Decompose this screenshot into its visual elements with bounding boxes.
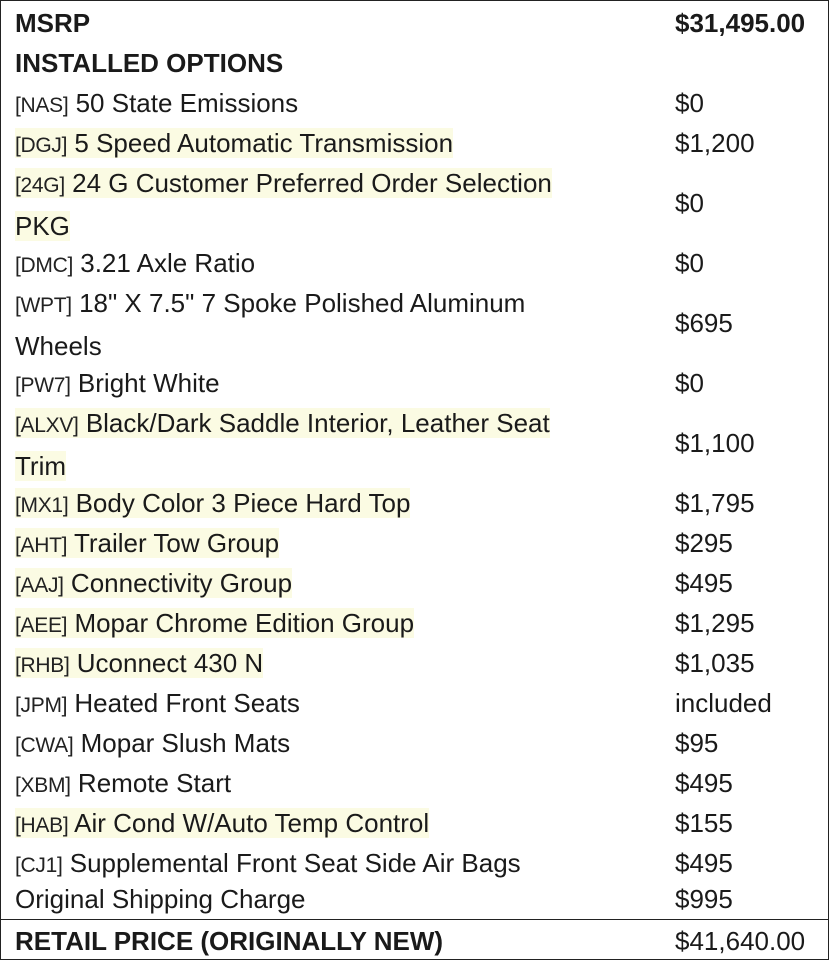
option-code: [CWA] bbox=[15, 734, 74, 757]
option-price: $155 bbox=[675, 808, 733, 838]
option-line bbox=[15, 608, 414, 638]
option-price: $0 bbox=[675, 88, 704, 118]
option-code: [NAS] bbox=[15, 94, 69, 117]
option-row bbox=[1, 283, 828, 363]
option-code: [CJ1] bbox=[15, 854, 63, 877]
option-description bbox=[15, 83, 645, 126]
option-price: $1,200 bbox=[675, 128, 755, 158]
option-row bbox=[1, 603, 828, 643]
option-code: [XBM] bbox=[15, 774, 71, 797]
option-line bbox=[15, 768, 231, 798]
option-name: Body Color 3 Piece Hard Top bbox=[75, 488, 411, 518]
option-line bbox=[15, 488, 410, 518]
option-row bbox=[1, 243, 828, 283]
option-line bbox=[15, 128, 453, 158]
option-price: $1,035 bbox=[675, 648, 755, 678]
option-name: Bright White bbox=[77, 368, 220, 398]
option-price: $0 bbox=[675, 368, 704, 398]
option-code: [AHT] bbox=[15, 534, 68, 557]
option-description bbox=[15, 363, 645, 406]
option-row bbox=[1, 563, 828, 603]
option-row bbox=[1, 123, 828, 163]
option-name: 5 Speed Automatic Transmission bbox=[74, 128, 454, 158]
shipping-price: $995 bbox=[675, 884, 733, 914]
option-name: Air Cond W/Auto Temp Control bbox=[74, 808, 430, 838]
option-line bbox=[15, 688, 300, 718]
option-name: 50 State Emissions bbox=[75, 88, 299, 118]
option-line bbox=[15, 528, 279, 558]
option-row bbox=[1, 523, 828, 563]
option-row bbox=[1, 363, 828, 403]
option-row bbox=[1, 763, 828, 803]
option-description bbox=[15, 523, 645, 566]
option-code: [WPT] bbox=[15, 294, 72, 317]
retail-price: $41,640.00 bbox=[675, 926, 806, 956]
option-code: [JPM] bbox=[15, 694, 68, 717]
option-row bbox=[1, 483, 828, 523]
option-row bbox=[1, 83, 828, 123]
option-description bbox=[15, 683, 645, 726]
option-price: $295 bbox=[675, 528, 733, 558]
option-name: Connectivity Group bbox=[70, 568, 293, 598]
option-price: $495 bbox=[675, 568, 733, 598]
option-row bbox=[1, 403, 828, 483]
option-description bbox=[15, 483, 645, 526]
option-price: $495 bbox=[675, 768, 733, 798]
option-price: $1,795 bbox=[675, 488, 755, 518]
option-line bbox=[15, 168, 552, 198]
section-title: INSTALLED OPTIONS bbox=[15, 48, 284, 78]
option-price: $695 bbox=[675, 308, 733, 338]
option-name: 18" X 7.5" 7 Spoke Polished Aluminum bbox=[79, 288, 526, 318]
option-description bbox=[15, 403, 645, 486]
option-row bbox=[1, 803, 828, 843]
option-name: Heated Front Seats bbox=[74, 688, 300, 718]
shipping-label: Original Shipping Charge bbox=[15, 884, 306, 914]
option-line bbox=[15, 848, 521, 878]
option-price: $1,295 bbox=[675, 608, 755, 638]
option-code: [ALXV] bbox=[15, 414, 79, 437]
total-divider bbox=[1, 919, 828, 920]
option-name-continued: Trim bbox=[15, 451, 67, 481]
option-line bbox=[15, 648, 263, 678]
msrp-price: $31,495.00 bbox=[675, 8, 806, 38]
option-name: Black/Dark Saddle Interior, Leather Seat bbox=[85, 408, 550, 438]
option-name: 24 G Customer Preferred Order Selection bbox=[72, 168, 552, 198]
option-row bbox=[1, 723, 828, 763]
option-name-continued: Wheels bbox=[15, 331, 102, 361]
option-row bbox=[1, 163, 828, 243]
option-description bbox=[15, 283, 645, 366]
option-line bbox=[15, 408, 550, 438]
option-code: [AAJ] bbox=[15, 574, 64, 597]
option-row bbox=[1, 683, 828, 723]
option-description bbox=[15, 723, 645, 766]
option-line bbox=[15, 368, 220, 398]
option-line bbox=[15, 728, 290, 758]
option-code: [AEE] bbox=[15, 614, 68, 637]
option-price: $1,100 bbox=[675, 428, 755, 458]
option-name-continued: PKG bbox=[15, 211, 70, 241]
option-code: [MX1] bbox=[15, 494, 69, 517]
option-line bbox=[15, 568, 292, 598]
option-name: 3.21 Axle Ratio bbox=[80, 248, 256, 278]
option-description bbox=[15, 803, 645, 846]
option-name: Mopar Chrome Edition Group bbox=[74, 608, 415, 638]
option-code: [DGJ] bbox=[15, 134, 68, 157]
option-line bbox=[15, 288, 525, 318]
option-description bbox=[15, 243, 645, 286]
option-row bbox=[1, 643, 828, 683]
option-description bbox=[15, 123, 645, 166]
option-price: included bbox=[675, 688, 772, 718]
option-description bbox=[15, 643, 645, 686]
option-name: Mopar Slush Mats bbox=[80, 728, 291, 758]
option-price: $0 bbox=[675, 188, 704, 218]
option-description bbox=[15, 563, 645, 606]
option-code: [RHB] bbox=[15, 654, 70, 677]
option-name: Supplemental Front Seat Side Air Bags bbox=[69, 848, 521, 878]
option-code: [24G] bbox=[15, 174, 65, 197]
option-code: [DMC] bbox=[15, 254, 73, 277]
option-line bbox=[15, 808, 429, 838]
option-name: Uconnect 430 N bbox=[76, 648, 264, 678]
option-description bbox=[15, 763, 645, 806]
option-code: [PW7] bbox=[15, 374, 71, 397]
option-price: $0 bbox=[675, 248, 704, 278]
option-description bbox=[15, 163, 645, 246]
option-line bbox=[15, 88, 298, 118]
option-description bbox=[15, 603, 645, 646]
option-line bbox=[15, 248, 255, 278]
retail-label: RETAIL PRICE (ORIGINALLY NEW) bbox=[15, 926, 444, 956]
option-name: Trailer Tow Group bbox=[73, 528, 280, 558]
option-row bbox=[1, 843, 828, 883]
option-code: [HAB] bbox=[15, 814, 69, 837]
option-price: $495 bbox=[675, 848, 733, 878]
option-name: Remote Start bbox=[77, 768, 232, 798]
option-price: $95 bbox=[675, 728, 719, 758]
msrp-label: MSRP bbox=[15, 8, 91, 38]
